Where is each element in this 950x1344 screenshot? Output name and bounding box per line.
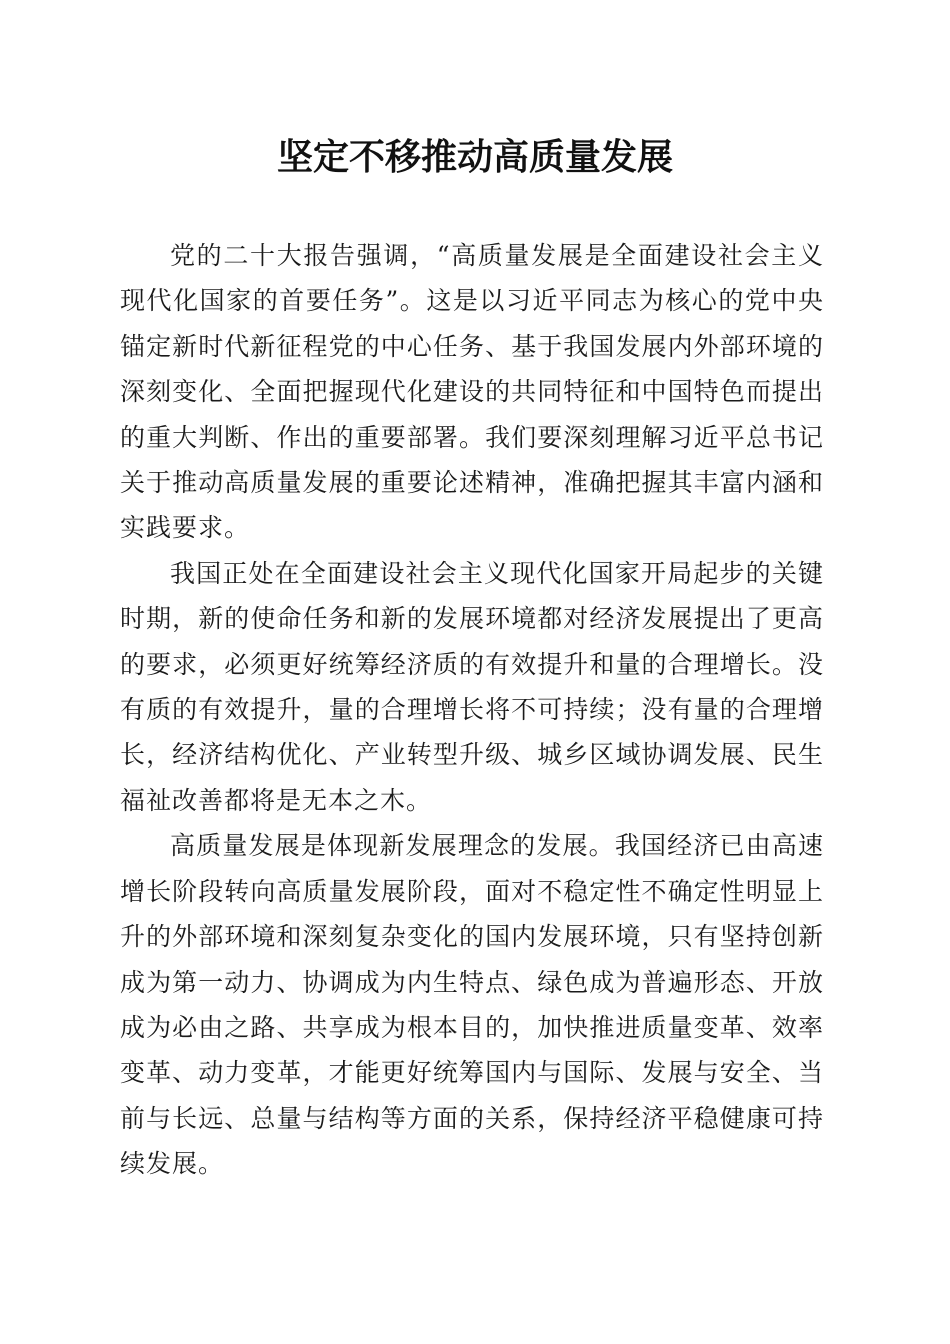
paragraph: 高质量发展是体现新发展理念的发展。我国经济已由高速增长阶段转向高质量发展阶段，面对不稳定性不确定性明显上升的外部环境和深刻复杂变化的国内发展环境，只有坚持创新成为第一动力、协调成为内生特点、绿色成为普遍形态、开放成为必由之路、共享成为根本目的，加快推进质量变革、效率变革、动力变革，才能更好统筹国内与国际、发展与安全、当前与长远、总量与结构等方面的关系，保持经济平稳健康可持续发展。 <box>120 831 824 1179</box>
document-body <box>120 233 824 1187</box>
document-title: 坚定不移推动高质量发展 <box>276 136 673 178</box>
paragraph: 我国正处在全面建设社会主义现代化国家开局起步的关键时期，新的使命任务和新的发展环境都对经济发展提出了更高的要求，必须更好统筹经济质的有效提升和量的合理增长。没有质的有效提升，量的合理增长将不可持续；没有量的合理增长，经济结构优化、产业转型升级、城乡区域协调发展、民生福祉改善都将是无本之木。 <box>120 558 824 815</box>
paragraph: 党的二十大报告强调，“高质量发展是全面建设社会主义现代化国家的首要任务”。这是以习近平同志为核心的党中央锚定新时代新征程党的中心任务、基于我国发展内外部环境的深刻变化、全面把握现代化建设的共同特征和中国特色而提出的重大判断、作出的重要部署。我们要深刻理解习近平总书记关于推动高质量发展的重要论述精神，准确把握其丰富内涵和实践要求。 <box>120 241 824 543</box>
